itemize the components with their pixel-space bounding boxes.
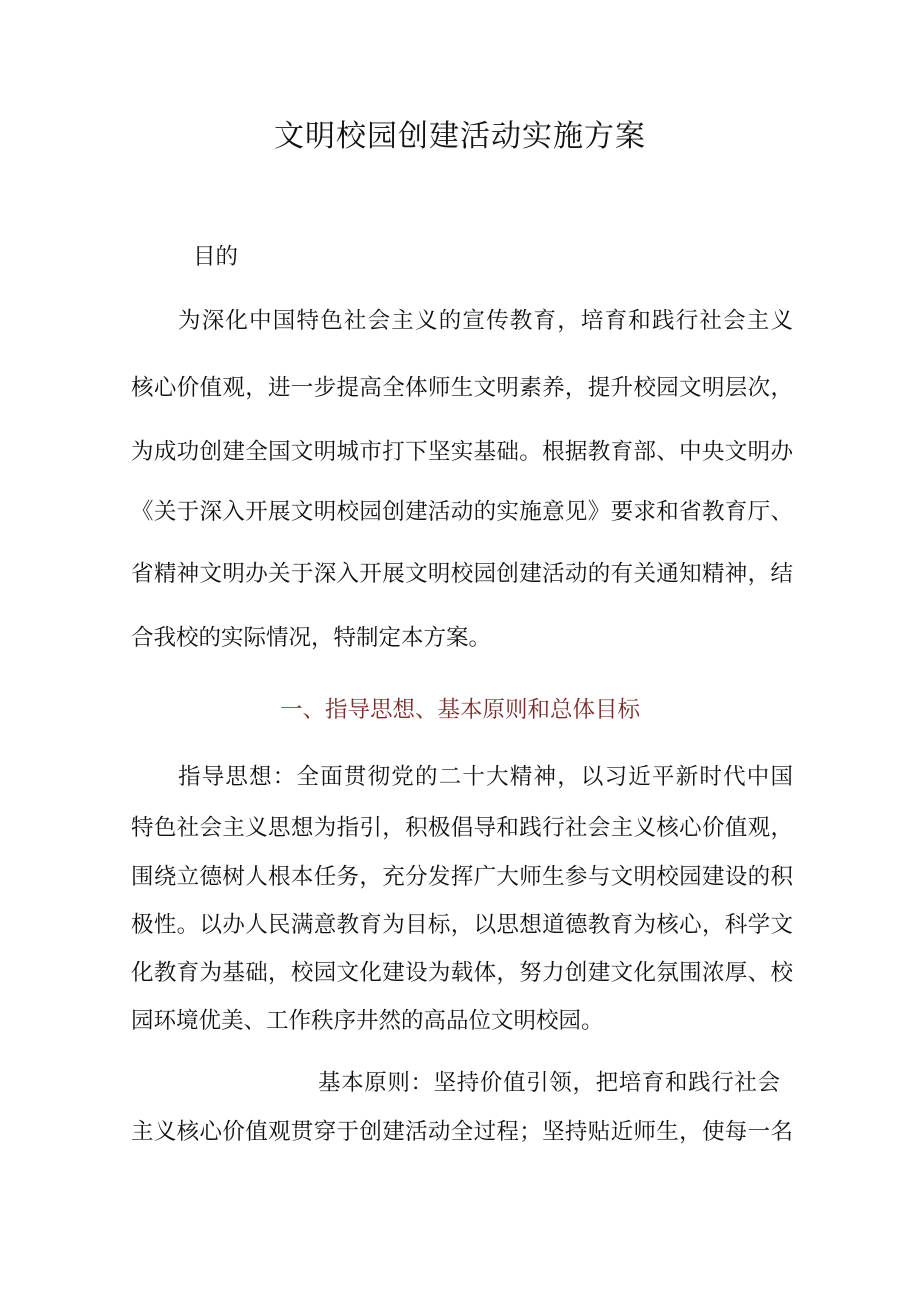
principle-line-1: 基本原则：坚持价值引领，把培育和践行社会 — [318, 1070, 780, 1096]
guiding-line-5: 化教育为基础，校园文化建设为载体，努力创建文化氛围浓厚、校 — [131, 960, 793, 986]
guiding-line-4: 极性。以办人民满意教育为目标，以思想道德教育为核心，科学文 — [131, 912, 793, 938]
purpose-line-6: 合我校的实际情况，特制定本方案。 — [131, 625, 492, 651]
purpose-line-3: 为成功创建全国文明城市打下坚实基础。根据教育部、中央文明办 — [131, 439, 793, 465]
guiding-line-1: 指导思想：全面贯彻党的二十大精神，以习近平新时代中国 — [178, 764, 793, 790]
purpose-heading: 目的 — [193, 244, 239, 270]
purpose-line-1: 为深化中国特色社会主义的宣传教育，培育和践行社会主义 — [178, 308, 793, 334]
section-heading: 一、指导思想、基本原则和总体目标 — [279, 697, 640, 723]
document-title: 文明校园创建活动实施方案 — [274, 119, 646, 154]
guiding-line-2: 特色社会主义思想为指引，积极倡导和践行社会主义核心价值观， — [131, 815, 793, 841]
principle-line-2: 主义核心价值观贯穿于创建活动全过程；坚持贴近师生，使每一名 — [131, 1119, 793, 1145]
purpose-line-2: 核心价值观，进一步提高全体师生文明素养，提升校园文明层次， — [131, 375, 793, 401]
guiding-line-6: 园环境优美、工作秩序井然的高品位文明校园。 — [131, 1008, 604, 1034]
guiding-line-3: 围绕立德树人根本任务，充分发挥广大师生参与文明校园建设的积 — [131, 864, 793, 890]
purpose-line-5: 省精神文明办关于深入开展文明校园创建活动的有关通知精神，结 — [131, 561, 793, 587]
purpose-line-4: 《关于深入开展文明校园创建活动的实施意见》要求和省教育厅、 — [131, 499, 793, 525]
